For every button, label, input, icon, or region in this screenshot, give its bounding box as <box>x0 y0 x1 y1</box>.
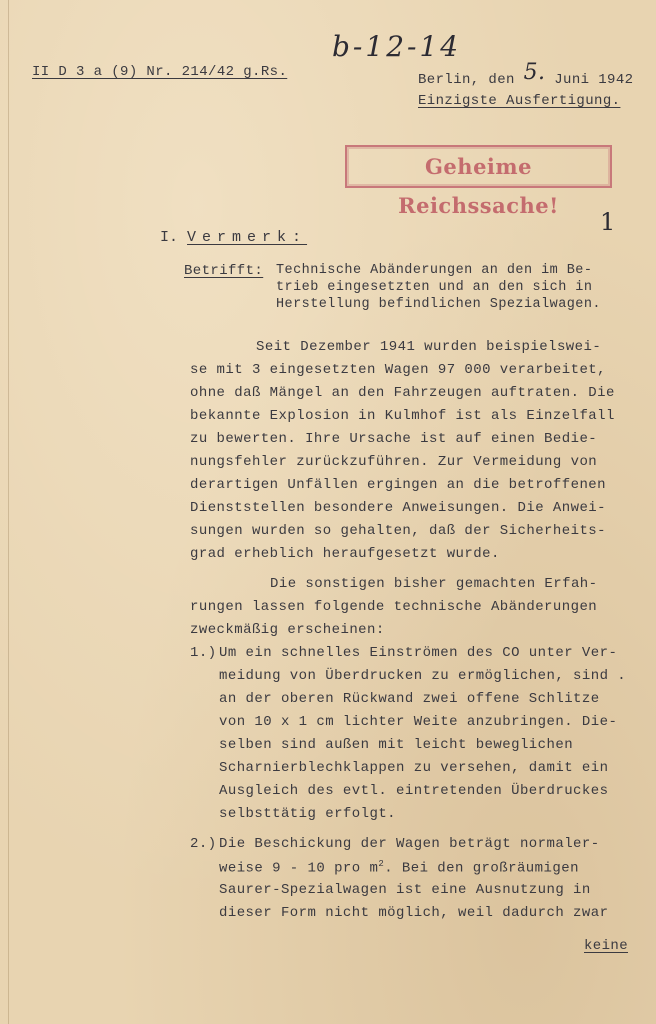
list-item-number: 2.) <box>190 836 217 852</box>
subject-line: Herstellung befindlichen Spezialwagen. <box>276 297 601 312</box>
superscript-2: 2 <box>378 859 385 869</box>
list-item-line <box>219 859 579 877</box>
subject-label: Betrifft: <box>184 263 264 279</box>
paragraph-line: derartigen Unfällen ergingen an die betroffenen <box>190 477 607 493</box>
paragraph-line: se mit 3 eingesetzten Wagen 97 000 verarbeitet, <box>190 362 607 378</box>
page-fold <box>8 0 9 1024</box>
paragraph-line: grad erheblich heraufgesetzt wurde. <box>190 546 500 562</box>
date-day-handwritten: 5. <box>523 60 546 85</box>
paragraph-line: nungsfehler zurückzuführen. Zur Vermeidung von <box>190 454 598 470</box>
list-item-line: an der oberen Rückwand zwei offene Schlitze <box>219 691 600 707</box>
memo-title-number: I. <box>160 229 179 246</box>
list-item-line: Die Beschickung der Wagen beträgt normaler- <box>219 836 600 852</box>
handwritten-file-number: b-12-14 <box>332 30 462 63</box>
date-place: Berlin, den <box>418 72 515 88</box>
paragraph-line: bekannte Explosion in Kulmhof ist als Einzelfall <box>190 408 615 424</box>
subject-line: trieb eingesetzten und an den sich in <box>276 280 593 295</box>
date-line <box>418 60 634 89</box>
list-item-line: Scharnierblechklappen zu versehen, damit ein <box>219 760 609 776</box>
paragraph-line: Seit Dezember 1941 wurden beispielswei- <box>256 339 602 355</box>
line-text: . Bei den großräumigen <box>384 860 579 877</box>
date-month-year: Juni 1942 <box>554 72 634 88</box>
list-item-line: selbsttätig erfolgt. <box>219 806 397 822</box>
copy-note: Einzigste Ausfertigung. <box>418 93 621 109</box>
subject-line: Technische Abänderungen an den im Be- <box>276 263 593 278</box>
list-item-line: Ausgleich des evtl. eintretenden Überdruckes <box>219 783 609 799</box>
memo-title-word: Vermerk: <box>187 229 308 246</box>
paragraph-line: sungen wurden so gehalten, daß der Sicherheits- <box>190 523 607 539</box>
list-item-line: Um ein schnelles Einströmen des CO unter Ver- <box>219 645 618 661</box>
paragraph-line: zweckmäßig erscheinen: <box>190 622 385 638</box>
reference-number: II D 3 a (9) Nr. 214/42 g.Rs. <box>32 64 288 80</box>
margin-page-mark: 1 <box>600 208 616 236</box>
list-item-line: selben sind außen mit leicht beweglichen <box>219 737 574 753</box>
paragraph-line: Dienststellen besondere Anweisungen. Die Anwei- <box>190 500 607 516</box>
secret-stamp: Geheime Reichssache! <box>345 145 612 188</box>
paragraph-line: Die sonstigen bisher gemachten Erfah- <box>270 576 598 592</box>
memo-title <box>160 229 307 246</box>
line-text: weise 9 - 10 pro m <box>219 860 379 877</box>
paragraph-line: zu bewerten. Ihre Ursache ist auf einen Bedie- <box>190 431 598 447</box>
paragraph-line: rungen lassen folgende technische Abänderungen <box>190 599 598 615</box>
catchword: keine <box>584 938 629 954</box>
list-item-line: meidung von Überdrucken zu ermöglichen, sind . <box>219 668 627 684</box>
list-item-number: 1.) <box>190 645 217 661</box>
list-item-line: von 10 x 1 cm lichter Weite anzubringen. Die- <box>219 714 618 730</box>
list-item-line: dieser Form nicht möglich, weil dadurch zwar <box>219 905 609 921</box>
paragraph-line: ohne daß Mängel an den Fahrzeugen auftraten. Die <box>190 385 615 401</box>
list-item-line: Saurer-Spezialwagen ist eine Ausnutzung in <box>219 882 591 898</box>
